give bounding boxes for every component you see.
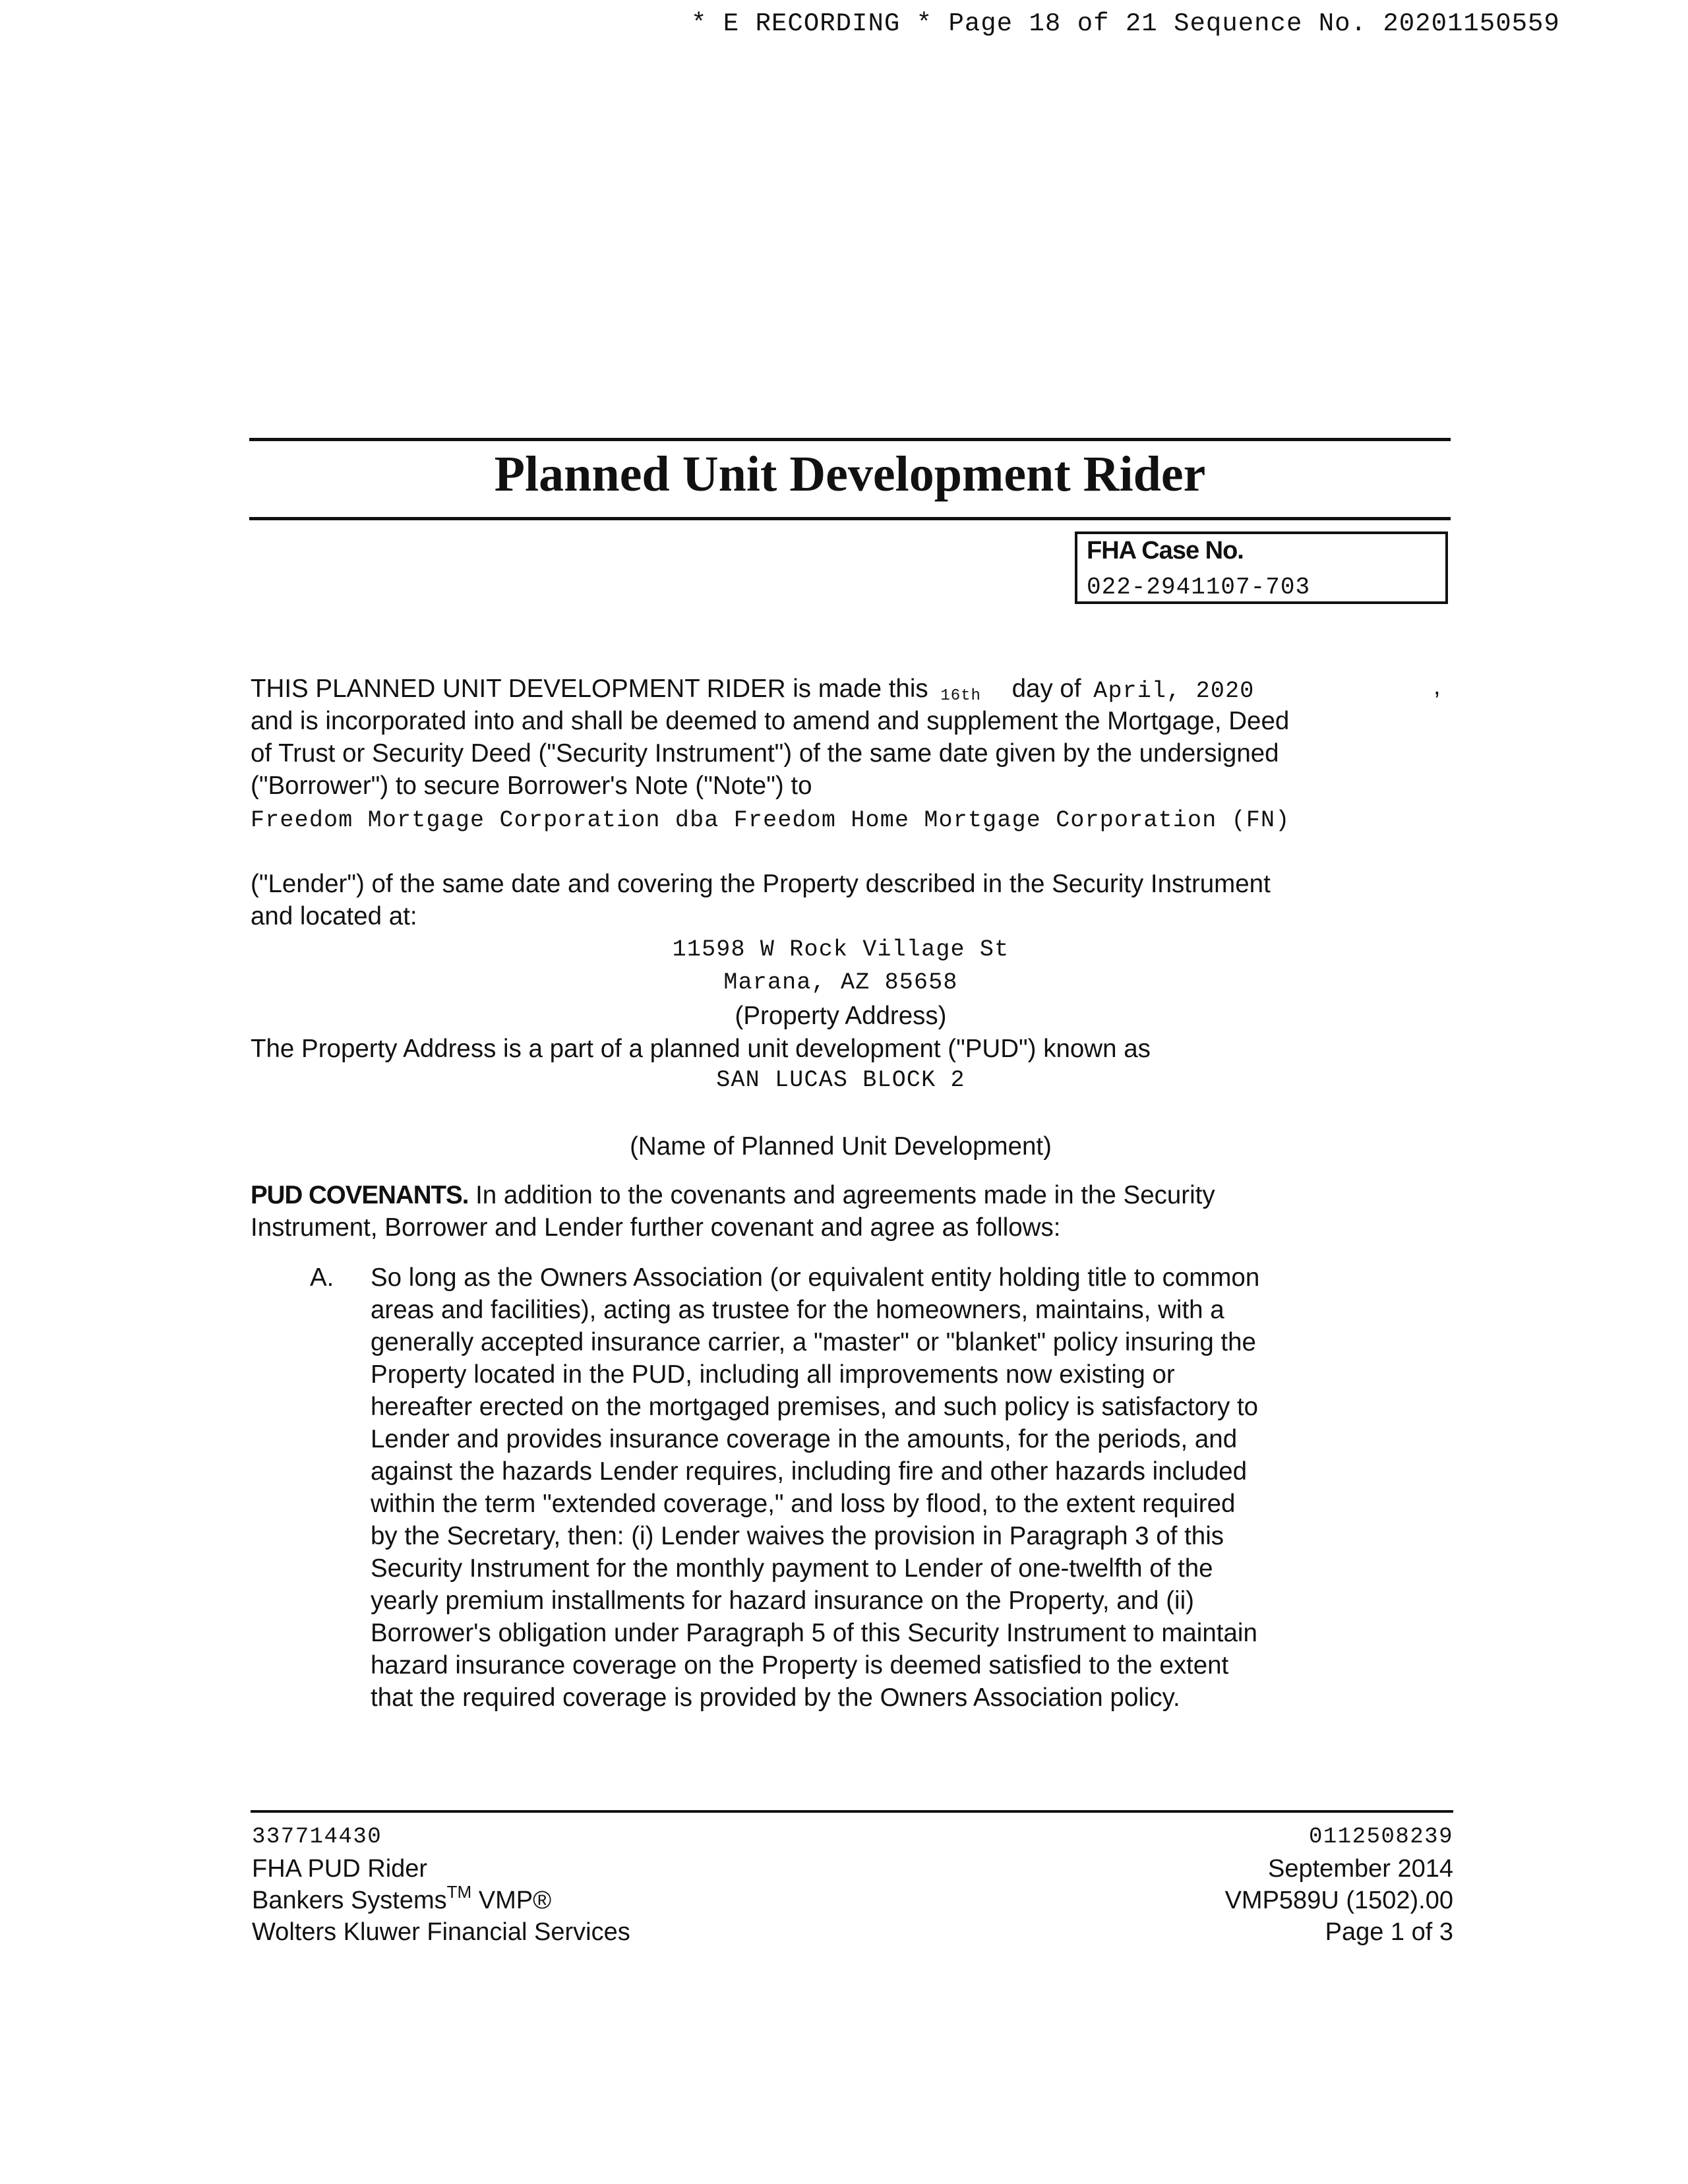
pud-covenants-paragraph <box>251 1179 1215 1244</box>
covenant-item-a-marker: A. <box>310 1263 334 1292</box>
footer-vendor-product: VMP® <box>478 1887 552 1914</box>
text-line <box>251 1179 1215 1211</box>
footer-left <box>252 1821 630 1948</box>
text-line: that the required coverage is provided by the Owners Association policy. <box>371 1684 1180 1712</box>
fha-case-number: 022-2941107-703 <box>1087 574 1311 601</box>
text-line: Lender and provides insurance coverage in the amounts, for the periods, and <box>371 1425 1238 1453</box>
footer-vendor-line <box>252 1882 630 1916</box>
rider-month-year: April, 2020 <box>1093 678 1255 704</box>
property-address-label: (Property Address) <box>735 1002 947 1030</box>
pud-name-label: (Name of Planned Unit Development) <box>630 1132 1052 1161</box>
footer-vendor: Bankers Systems <box>252 1887 447 1914</box>
text-line: Instrument, Borrower and Lender further covenant and agree as follows: <box>251 1213 1061 1242</box>
text-line: and located at: <box>251 902 417 930</box>
text-line: of Trust or Security Deed ("Security Instrument") of the same date given by the undersigned <box>251 739 1279 768</box>
text-line: within the term "extended coverage," and loss by flood, to the extent required <box>371 1490 1236 1518</box>
recording-header: * E RECORDING * Page 18 of 21 Sequence No. 20201150559 <box>691 9 1560 38</box>
text-line: Property located in the PUD, including all improvements now existing or <box>371 1360 1175 1389</box>
text-line: Borrower's obligation under Paragraph 5 of this Security Instrument to maintain <box>371 1619 1257 1647</box>
footer-ref-number: 0112508239 <box>1308 1825 1453 1850</box>
text-line: Security Instrument for the monthly payment to Lender of one-twelfth of the <box>371 1554 1213 1583</box>
pud-known-as: The Property Address is a part of a planned unit development ("PUD") known as <box>251 1035 1151 1063</box>
rider-day: 16th <box>940 687 981 705</box>
fha-case-label: FHA Case No. <box>1087 537 1244 564</box>
rider-day-of: day of <box>1011 675 1081 703</box>
text-line: yearly premium installments for hazard insurance on the Property, and (ii) <box>371 1587 1194 1615</box>
text-line: hazard insurance coverage on the Property is deemed satisfied to the extent <box>371 1651 1229 1680</box>
text-line: against the hazards Lender requires, including fire and other hazards included <box>371 1457 1248 1486</box>
footer-right <box>1225 1821 1453 1948</box>
rider-intro-comma: , <box>1433 673 1441 700</box>
text-line: ("Lender") of the same date and covering the Property described in the Security Instrument <box>251 870 1271 898</box>
property-address-line1: 11598 W Rock Village St <box>672 936 1010 963</box>
lender-paragraph <box>251 868 1271 932</box>
page-title: Planned Unit Development Rider <box>494 446 1206 502</box>
rider-intro-start: THIS PLANNED UNIT DEVELOPMENT RIDER is made this <box>251 675 928 703</box>
pud-name: SAN LUCAS BLOCK 2 <box>716 1067 965 1093</box>
text-line: areas and facilities), acting as trustee for the homeowners, maintains, with a <box>371 1296 1224 1324</box>
text-line: So long as the Owners Association (or equivalent entity holding title to common <box>371 1263 1260 1292</box>
fha-case-box <box>1075 531 1448 604</box>
footer-form-date: September 2014 <box>1268 1855 1453 1883</box>
covenants-intro-rest: In addition to the covenants and agreements made in the Security <box>475 1181 1215 1209</box>
title-rule-bottom <box>249 517 1451 520</box>
title-rule-top <box>249 438 1451 441</box>
text-line: and is incorporated into and shall be deemed to amend and supplement the Mortgage, Deed <box>251 707 1290 735</box>
text-line: ("Borrower") to secure Borrower's Note ("Note") to <box>251 772 812 800</box>
footer-company: Wolters Kluwer Financial Services <box>252 1918 630 1946</box>
property-address-line2: Marana, AZ 85658 <box>723 969 958 996</box>
covenant-item-a-text <box>371 1261 1259 1714</box>
pud-covenants-heading: PUD COVENANTS. <box>251 1181 469 1209</box>
footer-page-number: Page 1 of 3 <box>1325 1918 1453 1946</box>
text-line: hereafter erected on the mortgaged premises, and such policy is satisfactory to <box>371 1393 1259 1421</box>
footer-loan-number: 337714430 <box>252 1825 382 1850</box>
footer-vendor-tm: TM <box>446 1882 472 1902</box>
text-line: generally accepted insurance carrier, a "master" or "blanket" policy insuring the <box>371 1328 1256 1356</box>
footer-form-name: FHA PUD Rider <box>252 1855 428 1883</box>
footer-form-code: VMP589U (1502).00 <box>1224 1887 1453 1914</box>
lender-name: Freedom Mortgage Corporation dba Freedom Home Mortgage Corporation (FN) <box>251 807 1290 834</box>
rider-intro-paragraph <box>251 705 1289 802</box>
footer-rule <box>251 1810 1453 1813</box>
text-line: by the Secretary, then: (i) Lender waives the provision in Paragraph 3 of this <box>371 1522 1224 1550</box>
